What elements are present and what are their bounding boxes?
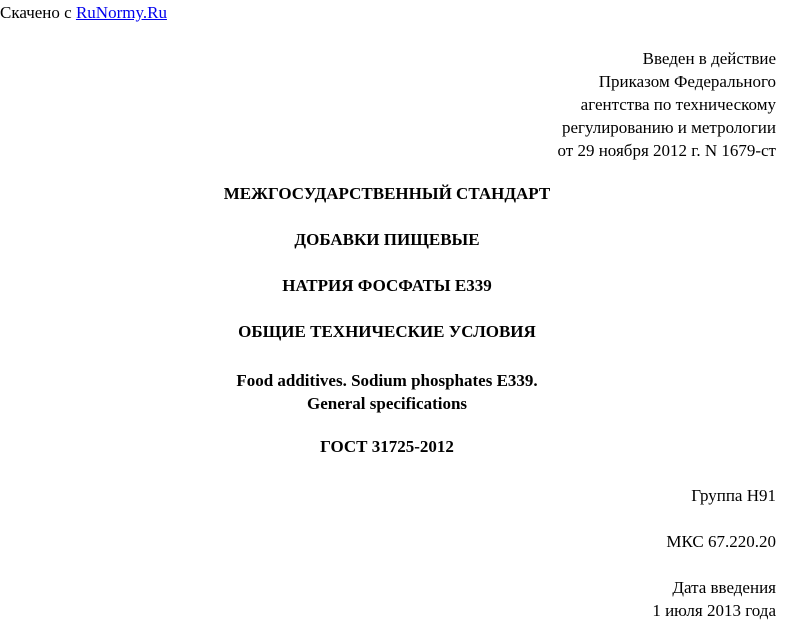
category-heading: ДОБАВКИ ПИЩЕВЫЕ [294,230,480,249]
runormy-link[interactable]: RuNormy.Ru [75,3,167,22]
intro-line: агентства по техническому [580,95,776,114]
english-title-line: Food additives. Sodium phosphates E339. [236,371,538,390]
introduction-note [558,47,777,162]
product-heading: НАТРИЯ ФОСФАТЫ Е339 [282,276,492,295]
standard-type-heading: МЕЖГОСУДАРСТВЕННЫЙ СТАНДАРТ [223,184,551,203]
gost-number: ГОСТ 31725-2012 [320,437,454,456]
mks-code: МКС 67.220.20 [666,532,776,551]
intro-line: регулированию и метрологии [561,118,776,137]
downloaded-prefix: Скачено с [0,3,76,22]
introduction-date [652,576,776,622]
conditions-heading: ОБЩИЕ ТЕХНИЧЕСКИЕ УСЛОВИЯ [238,322,536,341]
english-title [0,369,774,415]
intro-line: Приказом Федерального [598,72,776,91]
downloaded-from-line [0,3,167,23]
intro-line: Введен в действие [642,49,776,68]
date-value: 1 июля 2013 года [652,601,776,620]
date-label: Дата введения [672,578,776,597]
english-title-line: General specifications [306,394,468,413]
group-code: Группа Н91 [691,486,776,505]
intro-line: от 29 ноября 2012 г. N 1679-ст [557,141,776,160]
